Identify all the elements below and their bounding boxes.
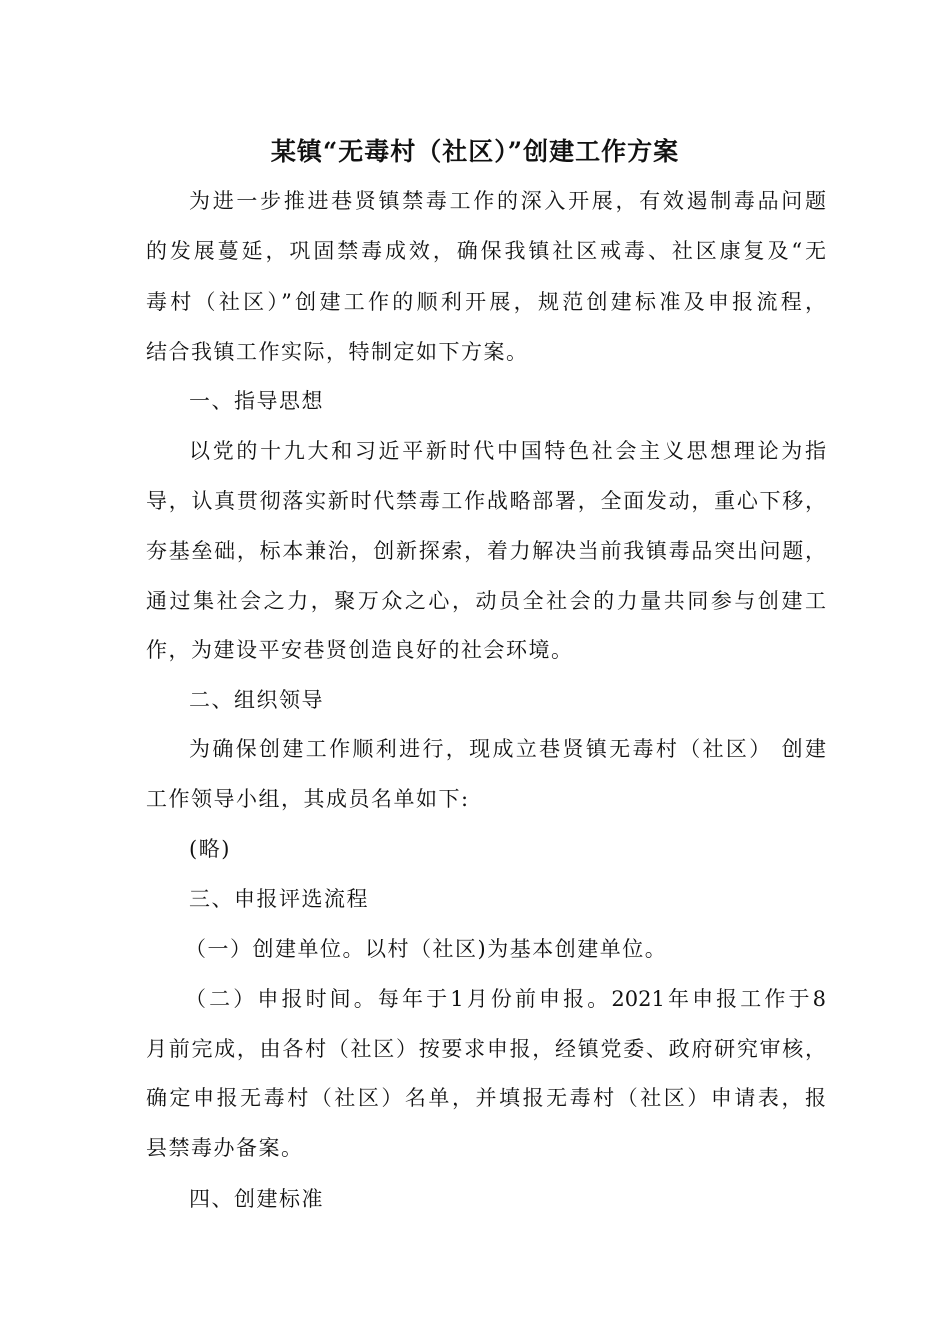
paragraph-line: 通过集社会之力，聚万众之心，动员全社会的力量共同参与创建工 [146, 589, 826, 613]
section-heading: 三、申报评选流程 [189, 887, 369, 911]
list-item: （一）创建单位。以村（社区)为基本创建单位。 [185, 937, 668, 961]
document-title: 某镇“无毒村（社区）”创建工作方案 [270, 137, 680, 166]
paragraph-line: 月前完成，由各村（社区）按要求申报，经镇党委、政府研究审核， [146, 1037, 826, 1061]
section-heading: 一、指导思想 [189, 389, 324, 413]
paragraph-line: 县禁毒办备案。 [146, 1136, 304, 1160]
paragraph-line: 为进一步推进巷贤镇禁毒工作的深入开展，有效遏制毒品问题 [189, 189, 826, 213]
paragraph-line: 作，为建设平安巷贤创造良好的社会环境。 [146, 638, 574, 662]
paragraph-line: 夯基垒础，标本兼治，创新探索，着力解决当前我镇毒品突出问题， [146, 539, 826, 563]
paragraph-line: 结合我镇工作实际，特制定如下方案。 [146, 340, 529, 364]
section-heading: 四、创建标准 [189, 1187, 324, 1211]
paragraph-line: 导，认真贯彻落实新时代禁毒工作战略部署，全面发动，重心下移， [146, 489, 826, 513]
paragraph-line: 工作领导小组，其成员名单如下: [146, 787, 470, 811]
section-heading: 二、组织领导 [189, 688, 324, 712]
paragraph-line: 确定申报无毒村（社区）名单，并填报无毒村（社区）申请表，报 [146, 1086, 826, 1110]
paragraph-line: （二）申报时间。每年于1月份前申报。2021年申报工作于8 [185, 987, 826, 1011]
paragraph-line: 毒村（社区）”创建工作的顺利开展，规范创建标准及申报流程， [146, 290, 826, 314]
omitted-note: (略) [189, 837, 231, 861]
paragraph-line: 以党的十九大和习近平新时代中国特色社会主义思想理论为指 [189, 439, 826, 463]
paragraph-line: 为确保创建工作顺利进行，现成立巷贤镇无毒村（社区） 创建 [189, 737, 826, 761]
paragraph-line: 的发展蔓延，巩固禁毒成效，确保我镇社区戒毒、社区康复及“无 [146, 239, 826, 263]
